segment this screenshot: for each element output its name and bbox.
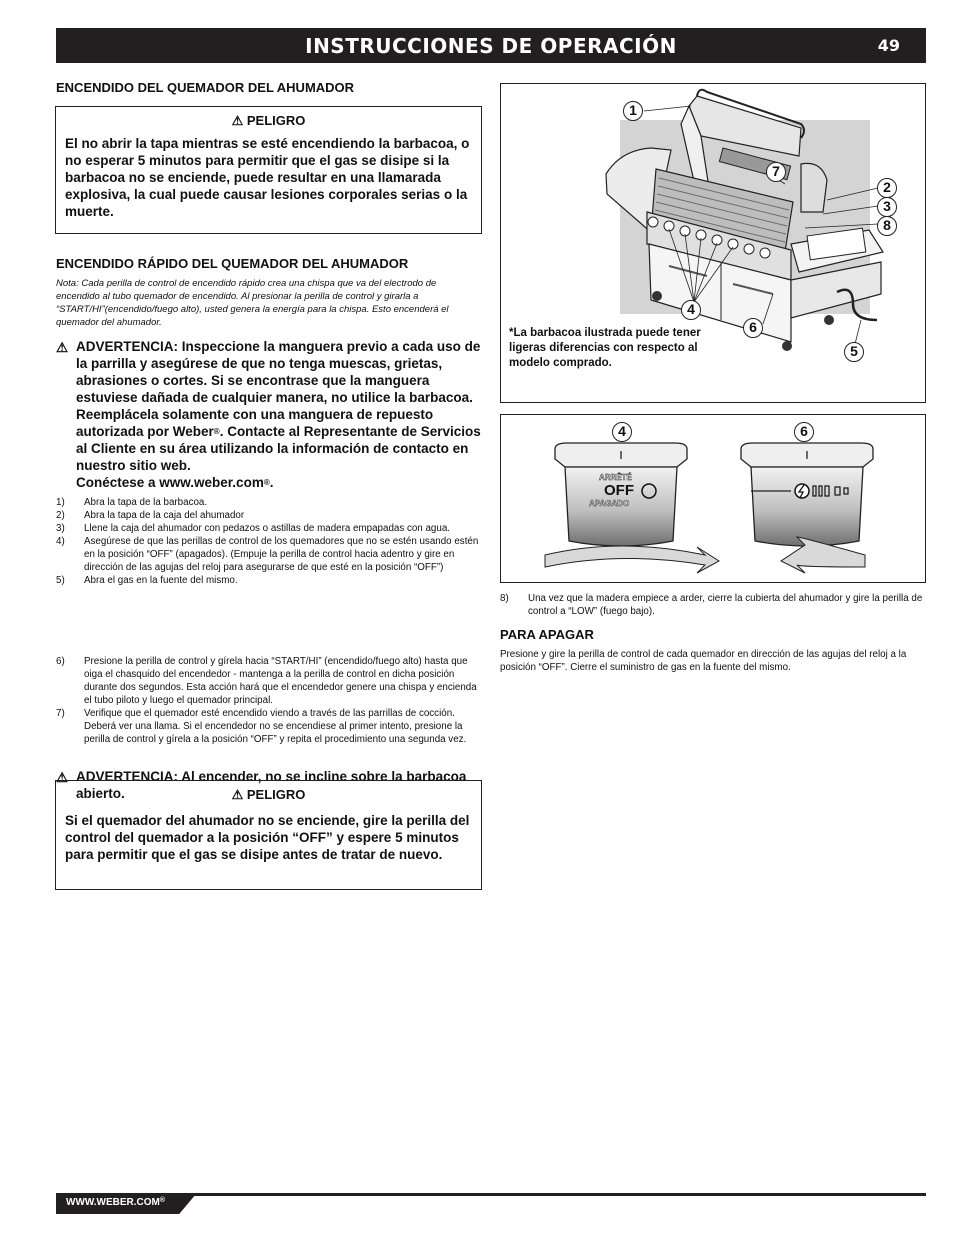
warning-triangle-icon: ⚠	[56, 770, 69, 785]
danger-title: ⚠ PELIGRO	[231, 787, 306, 802]
danger-text: Si el quemador del ahumador no se enciende, gire la perilla del control del quemador a la posición “OFF” y espere 5 minutos para permitir que el gas se disipe antes de tratar de nuevo.	[65, 813, 470, 862]
step-8	[500, 592, 926, 618]
footer-url[interactable]: WWW.WEBER.COM®	[66, 1197, 166, 1208]
warning-triangle-icon: ⚠	[231, 113, 244, 128]
danger-text: El no abrir la tapa mientras se esté encendiendo la barbacoa, o no esperar 5 minutos para permitir que el gas se disipe si la barbacoa no se enciende, puede resultar en una llamarada explosiva, la cual puede causar lesiones corporales serias o la muerte.	[65, 136, 470, 219]
page-title: INSTRUCCIONES DE OPERACIÓN	[305, 34, 677, 58]
warning-triangle-icon: ⚠	[231, 787, 244, 802]
steps-list-b	[56, 655, 481, 746]
header-bar	[56, 28, 926, 63]
hose-warning: ⚠ ADVERTENCIA: Inspeccione la manguera previo a cada uso de la parrilla y asegúrese de que no tenga muescas, grietas, abrasiones o cortes. Si se encontrase que la manguera estuviese dañada de cualquier manera, no utilice la barbacoa. Reemplácela solamente con una manguera de repuesto autorizada por Weber®. Contacte al Representante de Servicios al Cliente en su área utilizando la información de contacto en nuestro sitio web. Conéctese a www.weber.com®.	[56, 339, 481, 490]
page-number: 49	[877, 36, 900, 55]
weber-link[interactable]: Conéctese a www.weber.com®.	[76, 475, 274, 490]
danger-box-1	[55, 106, 482, 234]
knob-figure	[500, 414, 926, 583]
callout-6: 6	[794, 422, 814, 442]
callout-8: 8	[877, 216, 897, 236]
knob-label-apagado: APAGADO	[589, 499, 630, 508]
callout-4: 4	[681, 300, 701, 320]
knob-illustration	[501, 415, 925, 582]
warning-triangle-icon: ⚠	[56, 340, 69, 355]
callout-5: 5	[844, 342, 864, 362]
callout-6: 6	[743, 318, 763, 338]
list-item: 5) Abra el gas en la fuente del mismo.	[56, 575, 238, 586]
list-item: 4) Asegúrese de que las perillas de control de los quemadores que no se estén usando estén en la posición “OFF” (apagados). (Empuje la perilla de control hacia adentro y gire en dirección de las agujas del reloj para asegurarse de que esté en la posición “OFF”)	[56, 536, 479, 573]
danger-box-2	[55, 780, 482, 890]
grill-figure	[500, 83, 926, 403]
grill-caption: *La barbacoa ilustrada puede tener ligeras diferencias con respecto al modelo comprado.	[509, 327, 701, 369]
steps-list-a	[56, 496, 481, 587]
ignition-note: Nota: Cada perilla de control de encendido rápido crea una chispa que va del electrodo de encendido al tubo quemador de encendido. Al presionar la perilla de control y girarla a “START/HI”(encendido/fuego alto), usted genera la energía para la chispa. Esto encenderá el quemador del ahumador.	[56, 278, 449, 328]
list-item: 1) Abra la tapa de la barbacoa.	[56, 497, 208, 508]
knob-label-off: OFF	[604, 482, 634, 499]
section-title-smoker-ignition: ENCENDIDO DEL QUEMADOR DEL AHUMADOR	[56, 80, 355, 95]
callout-4: 4	[612, 422, 632, 442]
shutdown-text: Presione y gire la perilla de control de cada quemador en dirección de las agujas del reloj a la posición “OFF”. Cierre el suministro de gas en la fuente del mismo.	[500, 649, 907, 673]
knob-label-arrete: ARRÊTÉ	[599, 473, 632, 482]
list-item: 6) Presione la perilla de control y gírela hacia “START/HI” (encendido/fuego alto) hasta que oiga el chasquido del encendedor - mantenga a la perilla de control en dicha posición durante dos segundos. Esta acción hará que el encendedor genere una chispa y encienda el tubo piloto y luego el quemador principal.	[56, 656, 477, 706]
list-item: 8) Una vez que la madera empiece a arder, cierre la cubierta del ahumador y gire la perilla de control a “LOW” (fuego bajo).	[500, 593, 923, 617]
lean-warning: ⚠ ADVERTENCIA: Al encender, no se incline sobre la barbacoa abierto.	[56, 769, 467, 801]
callout-3: 3	[877, 197, 897, 217]
callout-7: 7	[766, 162, 786, 182]
list-item: 3) Llene la caja del ahumador con pedazos o astillas de madera empapadas con agua.	[56, 523, 450, 534]
callout-1: 1	[623, 101, 643, 121]
danger-title: ⚠ PELIGRO	[231, 113, 306, 128]
section-title-shutdown: PARA APAGAR	[500, 627, 594, 642]
callout-2: 2	[877, 178, 897, 198]
list-item: 2) Abra la tapa de la caja del ahumador	[56, 510, 245, 521]
section-title-quick-ignition: ENCENDIDO RÁPIDO DEL QUEMADOR DEL AHUMADOR	[56, 256, 409, 271]
list-item: 7) Verifique que el quemador esté encendido viendo a través de las parrillas de cocción. Deberá ver una llama. Si el encendedor no se encendiese al primer intento, presione la perilla de control y gírela a la posición “OFF” y repita el procedimiento una segunda vez.	[56, 708, 467, 745]
